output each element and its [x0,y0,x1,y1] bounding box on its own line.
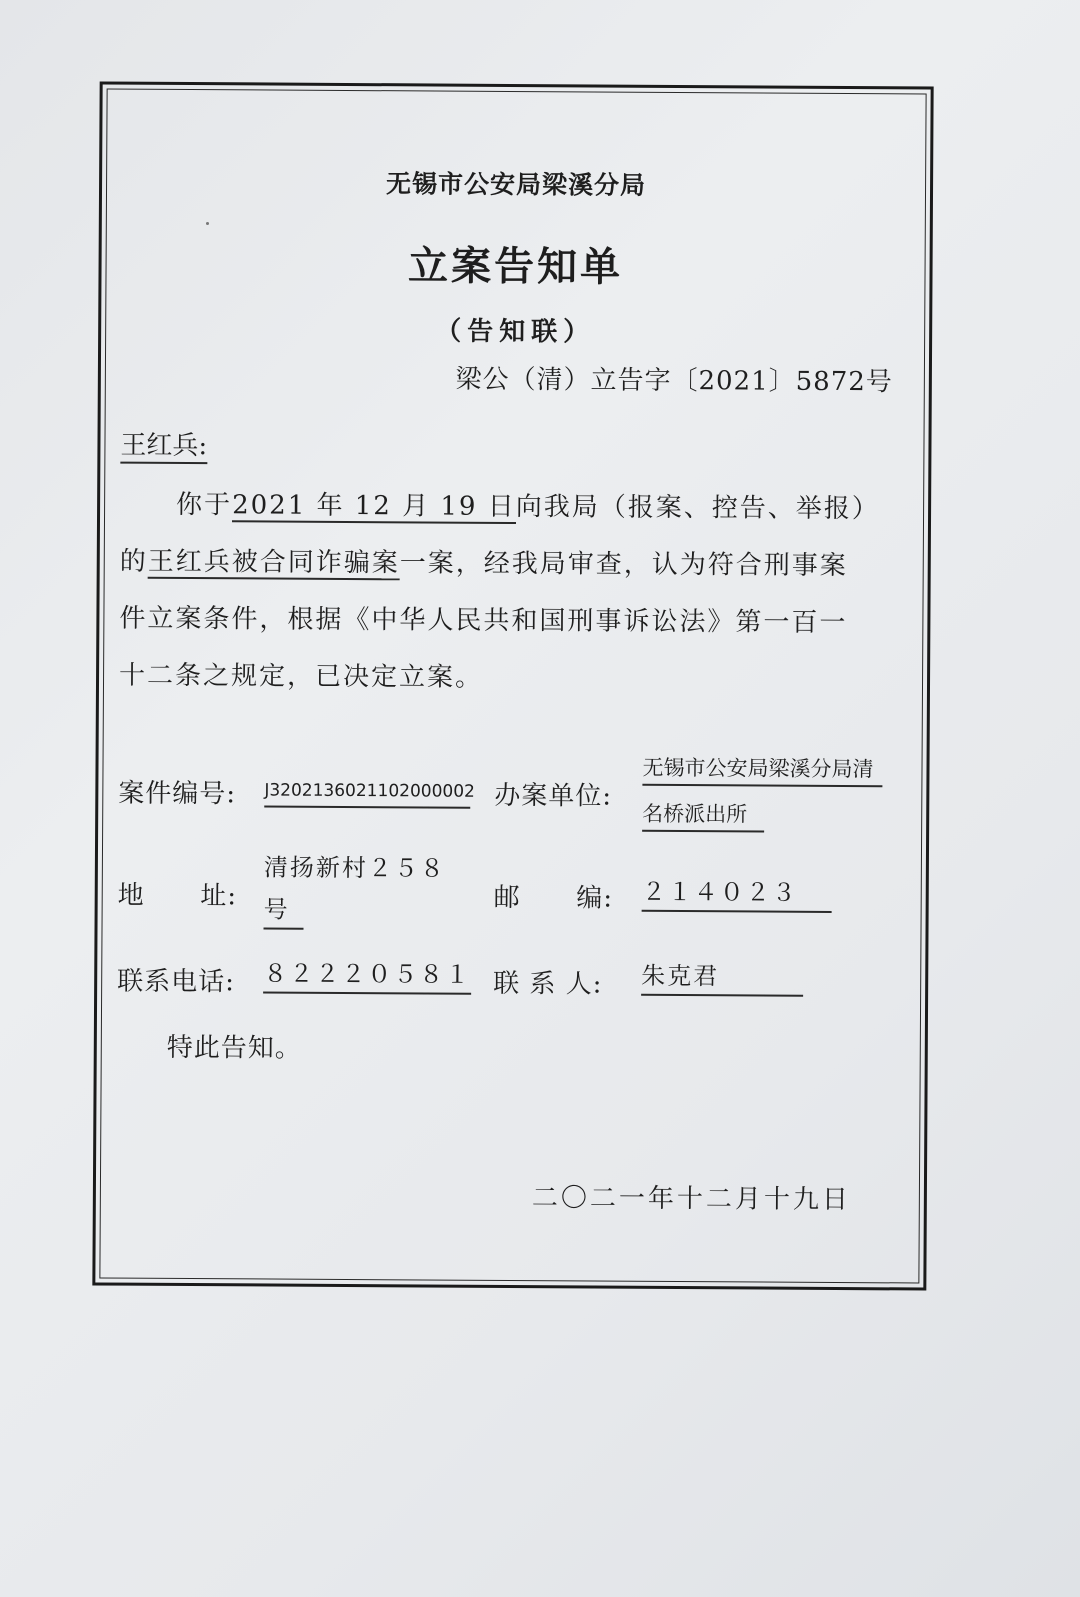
body-line-1: 你于2021 年 12 月 19 日向我局（报案、控告、举报） [176,489,880,525]
postcode-value: ２１４０２３ [642,874,832,913]
contact-label: 联 系 人: [493,968,603,1000]
recipient-name: 王红兵: [120,425,207,465]
document-content [95,84,930,1287]
address-line-2: 号 [264,891,304,929]
report-date: 2021 年 12 月 19 日 [232,490,516,523]
phone-value: ８２２２０５８１ [263,955,471,994]
issue-date: 二〇二一年十二月十九日 [531,1183,851,1216]
body-line-2: 的王红兵被合同诈骗案一案，经我局审查，认为符合刑事案 [119,546,848,582]
handling-unit-label: 办案单位: [494,780,613,812]
postcode-label: 邮 编: [493,882,614,914]
notice-body [119,477,890,710]
document-number: 梁公（清）立告字〔2021〕5872号 [455,364,893,398]
address-label: 地 址: [117,880,238,912]
issuing-agency: 无锡市公安局梁溪分局 [385,169,647,200]
document-frame [92,81,933,1290]
body-line-3: 件立案条件，根据《中华人民共和国刑事诉讼法》第一百一 [119,603,848,639]
document-title: 立案告知单 [407,243,624,291]
body-line-4: 十二条之规定，已决定立案。 [118,660,484,693]
phone-label: 联系电话: [117,966,236,998]
contact-value: 朱克君 [641,958,803,997]
case-number-value: J3202136021102000002 [264,775,470,808]
handling-unit-line-1: 无锡市公安局梁溪分局清 [642,752,882,787]
case-name: 王红兵被合同诈骗案 [147,546,400,579]
case-number-label: 案件编号: [118,778,237,810]
copy-label: （告知联） [435,316,596,348]
address-line-1: 清扬新村２５８ [263,853,446,883]
closing-remark: 特此告知。 [166,1032,302,1064]
handling-unit-line-2: 名桥派出所 [642,798,764,833]
